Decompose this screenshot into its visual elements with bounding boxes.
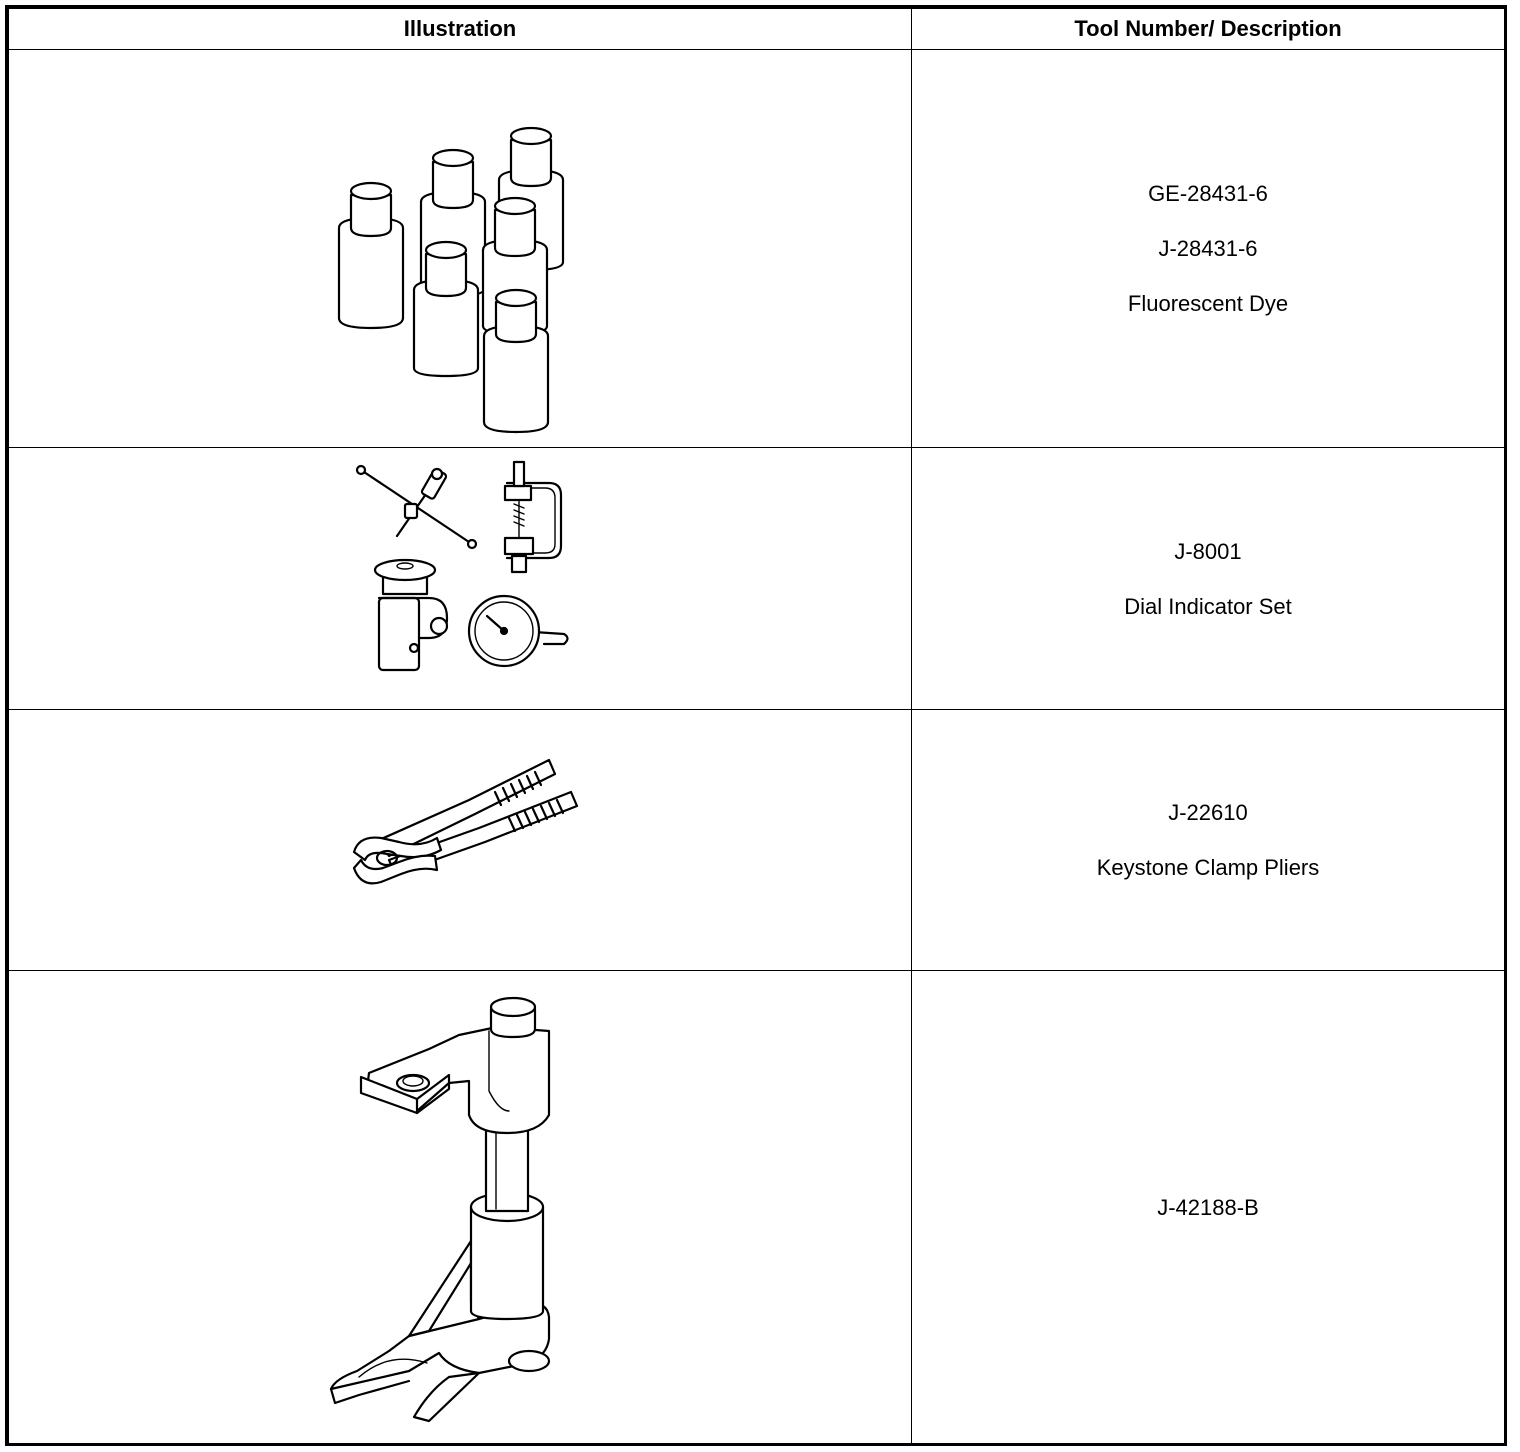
- table-row: [9, 710, 1505, 971]
- keystone-clamp-pliers-illustration: [9, 710, 912, 971]
- dye-bottle: [339, 183, 403, 328]
- header-row: [9, 9, 1505, 50]
- tool-description: Dial Indicator Set: [1124, 593, 1292, 619]
- dial-indicator-part: [469, 596, 568, 666]
- tool-number: J-28431-6: [1158, 236, 1258, 261]
- top-boss: [491, 998, 535, 1037]
- holder-part: [375, 560, 447, 670]
- table-row: [9, 448, 1505, 710]
- header-illustration: Illustration: [9, 9, 912, 50]
- tool-number: J-22610: [1168, 800, 1248, 825]
- upper-arm: [361, 1027, 549, 1133]
- table-row: [9, 971, 1505, 1445]
- description-cell: [912, 710, 1505, 971]
- tool-number: GE-28431-6: [1148, 181, 1268, 206]
- illustration-cell: [9, 50, 912, 448]
- header-tool-description: Tool Number/ Description: [912, 9, 1505, 50]
- description-cell: [912, 50, 1505, 448]
- j-42188-b-tool-illustration: [9, 971, 912, 1445]
- tool-description: Keystone Clamp Pliers: [1096, 855, 1320, 880]
- description-cell: [912, 971, 1505, 1445]
- clamp-part: [505, 462, 561, 572]
- pliers-jaws: [354, 838, 441, 884]
- dial-indicator-set-illustration: [9, 448, 912, 710]
- tool-description: Fluorescent Dye: [1127, 291, 1289, 316]
- description-cell: [912, 448, 1505, 710]
- fork-base: [331, 1304, 549, 1421]
- dye-bottles-illustration: [9, 50, 912, 448]
- special-tools-table: [5, 5, 1507, 1446]
- illustration-cell: [9, 710, 912, 971]
- tool-number: J-42188-B: [1157, 1195, 1259, 1220]
- table-row: [9, 50, 1505, 448]
- tool-number: J-8001: [1174, 538, 1242, 564]
- illustration-cell: [9, 448, 912, 710]
- tools-table: [8, 8, 1505, 1445]
- illustration-cell: [9, 971, 912, 1445]
- cross-bar-part: [357, 466, 476, 548]
